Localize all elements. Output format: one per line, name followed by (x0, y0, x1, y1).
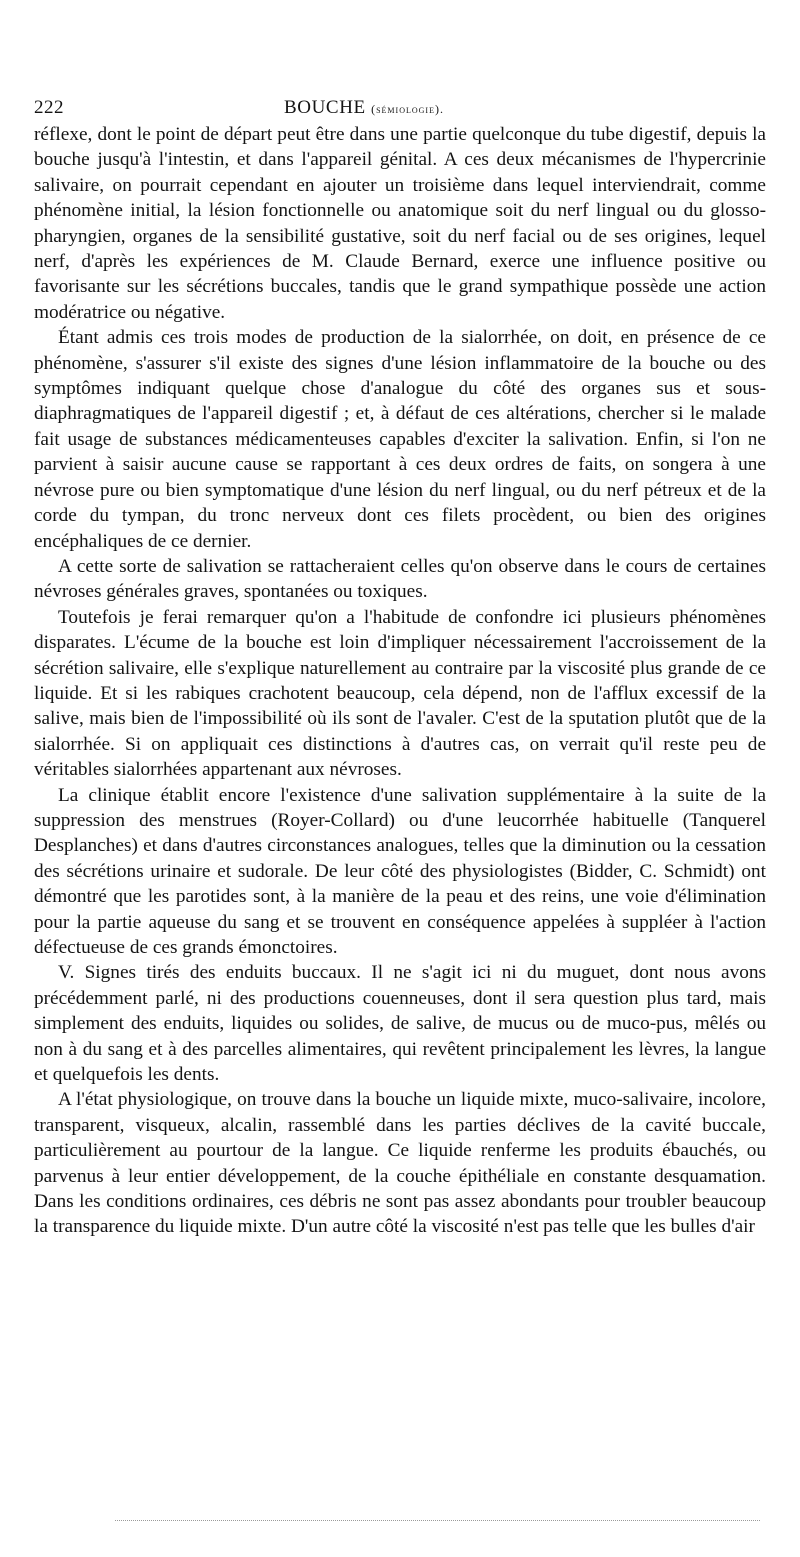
body-text (34, 122, 766, 1240)
paragraph-5: La clinique établit encore l'existence d'une salivation supplémentaire à la suite de la suppression des menstrues (Royer-Collard) ou d'une leucorrhée habituelle (Tanquerel Desplanches) et dans d'autres circonstances analogues, telles que la diminution ou la cessation des sécrétions urinaire et sudorale. De leur côté des physiologistes (Bidder, C. Schmidt) ont démontré que les parotides sont, à la manière de la peau et des reins, une voie d'élimination pour la partie aqueuse du sang et se trouvent en conséquence appelées à suppléer à l'action défectueuse de ces grands émonctoires. (34, 784, 766, 958)
paragraph-3: A cette sorte de salivation se rattacheraient celles qu'on observe dans le cours de certaines névroses générales graves, spontanées ou toxiques. (34, 555, 766, 603)
footer-rule (115, 1520, 760, 1521)
paragraph-6: V. Signes tirés des enduits buccaux. Il ne s'agit ici ni du muguet, dont nous avons précédemment parlé, ni des productions couenneuses, dont il sera question plus tard, mais simplement des enduits, liquides ou solides, de salive, de mucus ou de muco-pus, mêlés ou non à du sang et à des parcelles alimentaires, qui revêtent principalement les lèvres, la langue et quelquefois les dents. (34, 962, 766, 1086)
running-title-subtitle: (sémiologie). (371, 102, 444, 116)
document-page (34, 94, 766, 1240)
paragraph-2: Étant admis ces trois modes de production de la sialorrhée, on doit, en présence de ce phénomène, s'assurer s'il existe des signes d'une lésion inflammatoire de la bouche ou des symptômes indiquant quelque chose d'analogue du côté des organes sus et sous-diaphragmatiques de l'appareil digestif ; et, à défaut de ces altérations, chercher si le malade fait usage de substances médicamenteuses capables d'exciter la salivation. Enfin, si l'on ne parvient à saisir aucune cause se rapportant à ces deux ordres de faits, on songera à une névrose pure ou bien symptomatique d'une lésion du nerf lingual, ou du nerf pétreux et de la corde du tympan, du tronc nerveux dont ces filets procèdent, ou bien des origines encéphaliques de ce dernier. (34, 327, 766, 552)
running-title (284, 94, 444, 123)
running-title-main: BOUCHE (284, 97, 366, 118)
page-number: 222 (34, 97, 64, 118)
paragraph-1: réflexe, dont le point de départ peut être dans une partie quelconque du tube digestif, depuis la bouche jusqu'à l'intestin, et dans l'appareil génital. A ces deux mécanismes de l'hypercrinie salivaire, on pourrait cependant en ajouter un troisième dans lequel interviendrait, comme phénomène initial, la lésion fonctionnelle ou anatomique soit du nerf lingual ou du glosso-pharyngien, organes de la sensibilité gustative, soit du nerf facial ou de ses origines, lequel nerf, d'après les expériences de M. Claude Bernard, exerce une influence positive ou favorisante sur les sécrétions buccales, tandis que le grand sympathique possède une action modératrice ou négative. (34, 124, 766, 323)
page-header (34, 94, 766, 122)
paragraph-4: Toutefois je ferai remarquer qu'on a l'habitude de confondre ici plusieurs phénomènes disparates. L'écume de la bouche est loin d'impliquer nécessairement l'accroissement de la sécrétion salivaire, elle s'explique naturellement au contraire par la viscosité plus grande de ce liquide. Et si les rabiques crachotent beaucoup, cela dépend, non de l'afflux excessif de la salive, mais bien de l'impossibilité où ils sont de l'avaler. C'est de la sputation plutôt que de la sialorrhée. Si on appliquait ces distinctions à d'autres cas, on verrait qu'il reste peu de véritables sialorrhées appartenant aux névroses. (34, 606, 766, 781)
paragraph-7: A l'état physiologique, on trouve dans la bouche un liquide mixte, muco-salivaire, incolore, transparent, visqueux, alcalin, rassemblé dans les parties déclives de la cavité buccale, particulièrement au pourtour de la langue. Ce liquide renferme les produits ébauchés, ou parvenus à leur entier développement, de la couche épithéliale en constante desquamation. Dans les conditions ordinaires, ces débris ne sont pas assez abondants pour troubler beaucoup la transparence du liquide mixte. D'un autre côté la viscosité n'est pas telle que les bulles d'air (34, 1089, 766, 1238)
